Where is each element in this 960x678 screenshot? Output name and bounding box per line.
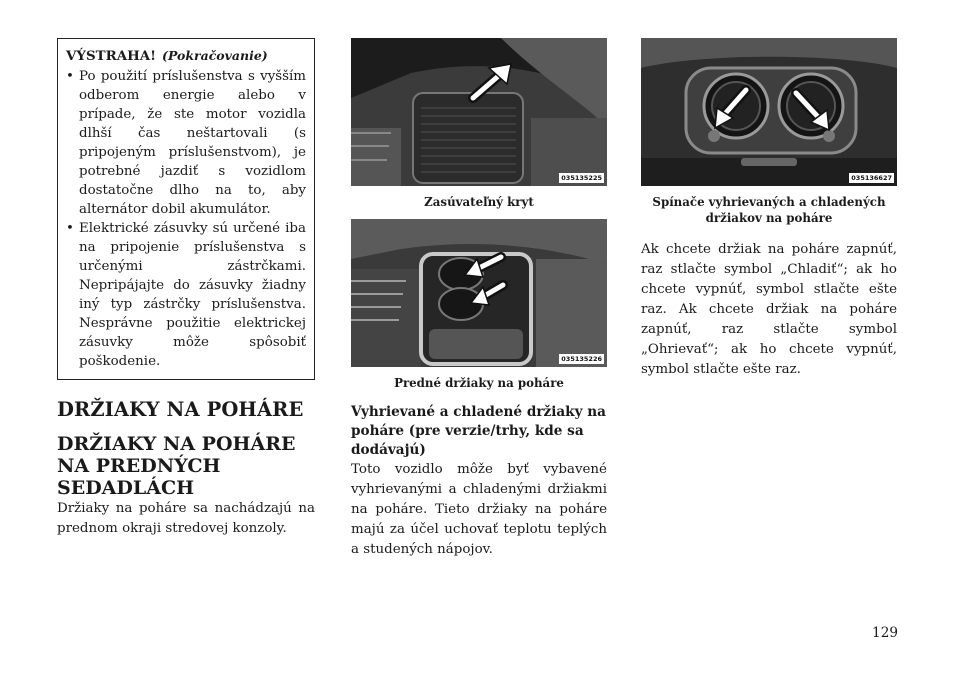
figure-sliding-cover-photo xyxy=(351,38,607,186)
middle-column xyxy=(351,38,607,560)
warning-title: VÝSTRAHA! xyxy=(66,48,157,64)
warning-item: • Elektrické zásuvky sú určené iba na pripojenie príslušenstva s určenými zástrčkami. Nepripájajte do zásuvky žiadny iný typ zástrčky príslušenstva. Nesprávne použitie elektrickej zásuvky môže spôsobiť poškodenie. xyxy=(66,219,306,371)
warning-box xyxy=(57,38,315,380)
right-column xyxy=(641,38,897,380)
heated-cupholders-heading: Vyhrievané a chladené držiaky na poháre (pre verzie/trhy, kde sa dodávajú) xyxy=(351,404,606,458)
heated-cupholders-body: Toto vozidlo môže byť vybavené vyhrievanými a chladenými držiakmi na poháre. Tieto držiaky na poháre majú za účel uchovať teplotu teplých a studených nápojov. xyxy=(351,462,607,557)
figure-switches-photo xyxy=(641,38,897,186)
subsection-body: Držiaky na poháre sa nachádzajú na prednom okraji stredovej konzoly. xyxy=(57,501,315,536)
page-number: 129 xyxy=(872,625,898,641)
figure-code: 035135226 xyxy=(561,355,602,363)
warning-list xyxy=(66,67,306,371)
figure-caption: Spínače vyhrievaných a chladených držiakov na poháre xyxy=(652,195,886,225)
warning-item: • Po použití príslušenstva s vyšším odberom energie alebo v prípade, že ste motor vozidla dlhší čas neštartovali (s pripojeným príslušenstvom), je potrebné jazdiť s vozidlom dostatočne dlho na to, aby alternátor dobil akumulátor. xyxy=(66,67,306,219)
figure-caption: Zasúvateľný kryt xyxy=(424,195,534,209)
section-title: DRŽIAKY NA POHÁRE xyxy=(57,398,304,421)
subsection-title: DRŽIAKY NA POHÁRE NA PREDNÝCH SEDADLÁCH xyxy=(57,433,296,499)
figure-caption: Predné držiaky na poháre xyxy=(394,376,564,390)
figure-code: 035136627 xyxy=(851,174,892,182)
figure-code: 035135225 xyxy=(561,174,602,182)
figure-front-cupholders-photo xyxy=(351,219,607,367)
warning-heading xyxy=(66,46,306,66)
left-column xyxy=(57,38,315,539)
switch-instructions-body: Ak chcete držiak na poháre zapnúť, raz stlačte symbol „Chladiť“; ak ho chcete vypnúť, symbol stlačte ešte raz. Ak chcete držiak na poháre zapnúť, raz stlačte symbol „Ohrievať“; ak ho chcete vypnúť, symbol stlačte ešte raz. xyxy=(641,242,897,377)
warning-continued: (Pokračovanie) xyxy=(162,48,268,63)
